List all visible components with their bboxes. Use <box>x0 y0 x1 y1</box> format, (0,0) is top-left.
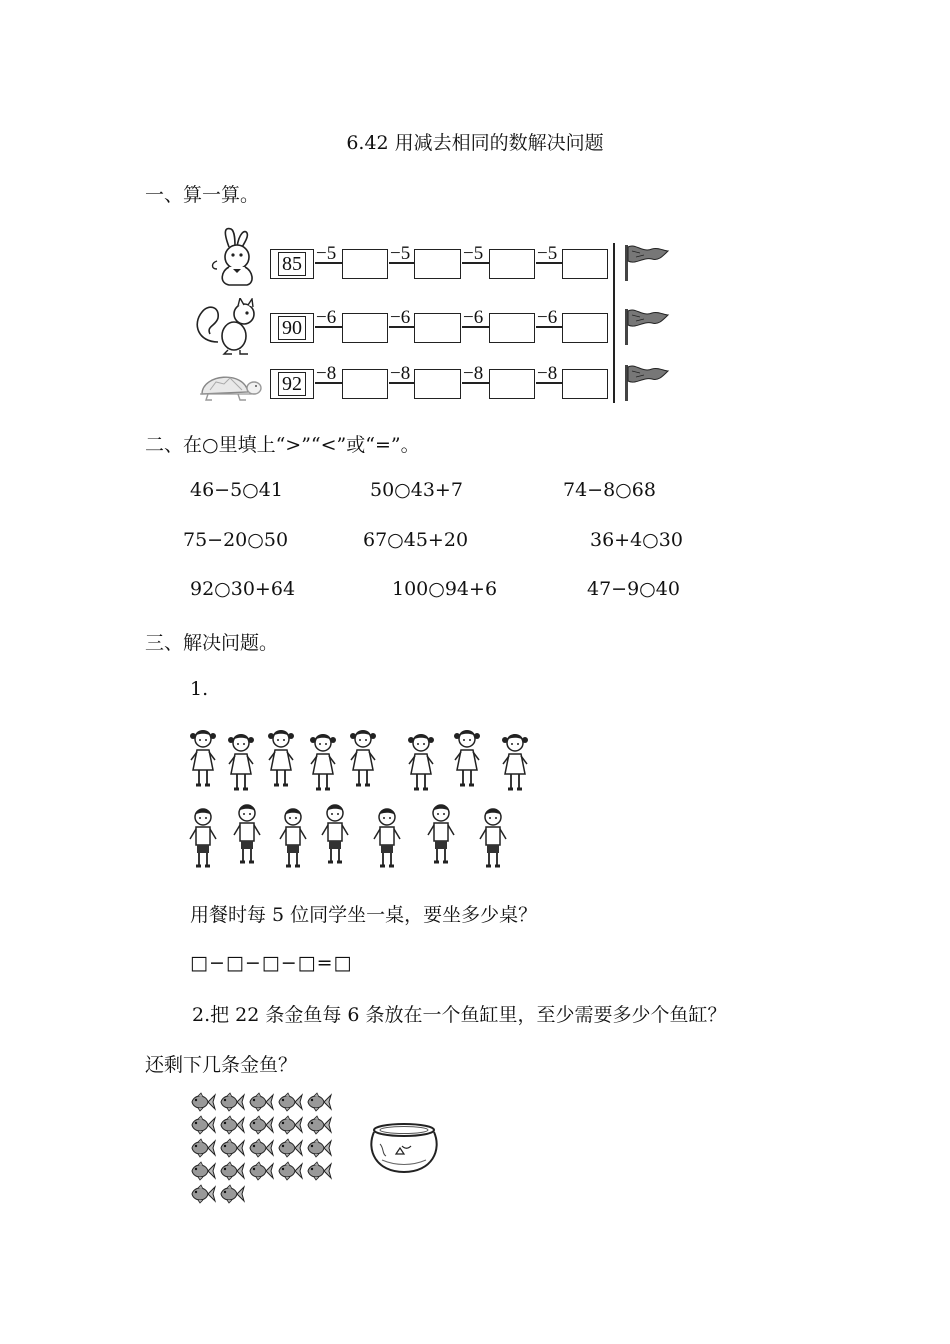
girl-icon <box>348 728 378 790</box>
answer-box[interactable] <box>489 249 535 279</box>
subtract-operator: −5 <box>316 243 337 264</box>
girl-icon <box>500 732 530 794</box>
answer-box[interactable] <box>414 313 461 343</box>
girl-icon <box>188 728 218 790</box>
start-number-box <box>270 249 314 279</box>
question-1-number: 1. <box>190 678 209 700</box>
goldfish-icon <box>275 1115 303 1135</box>
boy-icon <box>320 802 350 868</box>
answer-box[interactable] <box>342 249 388 279</box>
boy-icon <box>372 806 402 872</box>
goldfish-icon <box>217 1184 245 1204</box>
flag-icon <box>622 243 670 287</box>
squirrel-icon <box>192 298 264 360</box>
boy-icon <box>478 806 508 872</box>
compare-expr: 50○43+7 <box>370 479 463 501</box>
subtract-operator: −6 <box>463 307 484 328</box>
question-2-text: 2.把 22 条金鱼每 6 条放在一个鱼缸里，至少需要多少个鱼缸？ <box>192 1004 727 1026</box>
finish-line <box>613 243 615 403</box>
turtle-icon <box>196 364 264 408</box>
start-number: 90 <box>278 316 306 340</box>
compare-expr: 75−20○50 <box>183 529 289 551</box>
flag-icon <box>622 307 670 351</box>
subtract-operator: −6 <box>537 307 558 328</box>
rabbit-icon <box>205 227 265 293</box>
answer-box[interactable] <box>562 369 608 399</box>
goldfish-icon <box>304 1092 332 1112</box>
goldfish-icon <box>217 1092 245 1112</box>
fish-bowl-icon <box>366 1120 442 1180</box>
compare-expr: 67○45+20 <box>363 529 469 551</box>
compare-expr: 36+4○30 <box>590 529 683 551</box>
goldfish-icon <box>304 1115 332 1135</box>
boy-icon <box>278 806 308 872</box>
answer-box[interactable] <box>342 369 388 399</box>
compare-expr: 46−5○41 <box>190 479 283 501</box>
goldfish-icon <box>246 1092 274 1112</box>
question-1-text: 用餐时每 5 位同学坐一桌，要坐多少桌？ <box>190 904 538 926</box>
boy-icon <box>232 802 262 868</box>
compare-expr: 47−9○40 <box>587 578 680 600</box>
answer-box[interactable] <box>489 313 535 343</box>
subtract-operator: −8 <box>463 363 484 384</box>
question-2-text-cont: 还剩下几条金鱼？ <box>145 1054 298 1076</box>
answer-box[interactable] <box>562 249 608 279</box>
boy-icon <box>426 802 456 868</box>
goldfish-icon <box>188 1092 216 1112</box>
girl-icon <box>452 728 482 790</box>
girl-icon <box>406 732 436 794</box>
start-number-box <box>270 369 314 399</box>
answer-box[interactable] <box>489 369 535 399</box>
answer-box[interactable] <box>342 313 388 343</box>
goldfish-icon <box>275 1138 303 1158</box>
section-2-heading: 二、在○里填上“>”“<”或“=”。 <box>145 434 420 456</box>
subtract-operator: −5 <box>537 243 558 264</box>
goldfish-icon <box>188 1115 216 1135</box>
answer-box[interactable] <box>414 249 461 279</box>
goldfish-icon <box>304 1138 332 1158</box>
girl-icon <box>266 728 296 790</box>
subtract-operator: −5 <box>390 243 411 264</box>
goldfish-icon <box>275 1161 303 1181</box>
boy-icon <box>188 806 218 872</box>
page-title: 6.42 用减去相同的数解决问题 <box>346 132 604 154</box>
flag-icon <box>622 363 670 407</box>
goldfish-icon <box>217 1161 245 1181</box>
answer-box[interactable] <box>562 313 608 343</box>
goldfish-icon <box>246 1115 274 1135</box>
section-1-heading: 一、算一算。 <box>145 184 260 206</box>
compare-expr: 100○94+6 <box>392 578 498 600</box>
subtract-operator: −8 <box>537 363 558 384</box>
start-number-box <box>270 313 314 343</box>
subtract-operator: −6 <box>316 307 337 328</box>
girl-icon <box>226 732 256 794</box>
goldfish-icon <box>188 1184 216 1204</box>
goldfish-icon <box>304 1161 332 1181</box>
start-number: 85 <box>278 252 306 276</box>
girl-icon <box>308 732 338 794</box>
subtract-operator: −8 <box>316 363 337 384</box>
question-1-formula: □−□−□−□=□ <box>190 952 353 974</box>
goldfish-icon <box>188 1138 216 1158</box>
goldfish-icon <box>275 1092 303 1112</box>
answer-box[interactable] <box>414 369 461 399</box>
section-3-heading: 三、解决问题。 <box>145 632 279 654</box>
start-number: 92 <box>278 372 306 396</box>
goldfish-icon <box>217 1115 245 1135</box>
goldfish-icon <box>246 1161 274 1181</box>
subtract-operator: −5 <box>463 243 484 264</box>
subtract-operator: −6 <box>390 307 411 328</box>
compare-expr: 74−8○68 <box>563 479 656 501</box>
goldfish-icon <box>188 1161 216 1181</box>
compare-expr: 92○30+64 <box>190 578 296 600</box>
goldfish-icon <box>246 1138 274 1158</box>
subtract-operator: −8 <box>390 363 411 384</box>
goldfish-icon <box>217 1138 245 1158</box>
